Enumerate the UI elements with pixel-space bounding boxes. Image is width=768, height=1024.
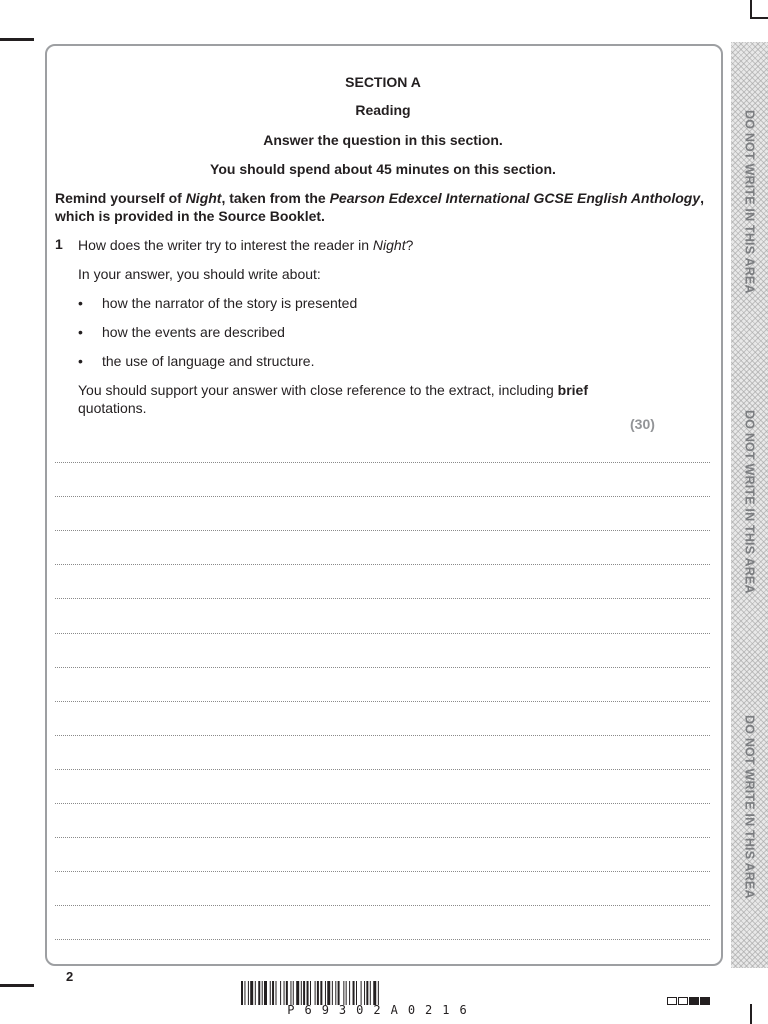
answer-line[interactable] bbox=[55, 735, 710, 736]
answer-line[interactable] bbox=[55, 598, 710, 599]
bullet-marker: • bbox=[78, 295, 83, 311]
section-title: SECTION A bbox=[345, 74, 421, 90]
answer-line[interactable] bbox=[55, 701, 710, 702]
remind-paragraph bbox=[55, 189, 715, 225]
support-emphasis: brief bbox=[557, 382, 588, 398]
support-text: You should support your answer with close reference to the extract, including bbox=[78, 382, 558, 398]
bullet-item: the use of language and structure. bbox=[102, 353, 315, 369]
answer-line[interactable] bbox=[55, 530, 710, 531]
print-squares bbox=[667, 997, 710, 1005]
question-stem-text: How does the writer try to interest the reader in bbox=[78, 237, 373, 253]
remind-text-line2: which is provided in the Source Booklet. bbox=[55, 208, 325, 224]
answer-line[interactable] bbox=[55, 564, 710, 565]
question-intro: In your answer, you should write about: bbox=[78, 266, 321, 282]
answer-line[interactable] bbox=[55, 633, 710, 634]
time-instruction: You should spend about 45 minutes on this section. bbox=[210, 161, 556, 177]
crop-mark-top-right-h bbox=[750, 17, 768, 19]
print-square bbox=[700, 997, 710, 1005]
answer-line[interactable] bbox=[55, 462, 710, 463]
bullet-marker: • bbox=[78, 353, 83, 369]
remind-text: Remind yourself of bbox=[55, 190, 186, 206]
marks-available: (30) bbox=[630, 416, 655, 432]
answer-line[interactable] bbox=[55, 837, 710, 838]
crop-mark-bottom-right bbox=[750, 1004, 752, 1024]
answer-line[interactable] bbox=[55, 667, 710, 668]
crop-mark-bottom-left bbox=[0, 984, 34, 987]
bullet-marker: • bbox=[78, 324, 83, 340]
question-number: 1 bbox=[55, 236, 63, 252]
answer-line[interactable] bbox=[55, 939, 710, 940]
text-title: Night bbox=[185, 190, 222, 206]
print-square bbox=[678, 997, 688, 1005]
print-square bbox=[667, 997, 677, 1005]
answer-line[interactable] bbox=[55, 803, 710, 804]
margin-warning-middle: DO NOT WRITE IN THIS AREA bbox=[742, 410, 757, 594]
page-number: 2 bbox=[66, 969, 74, 984]
remind-text-3: , bbox=[700, 190, 705, 206]
question-stem-end: ? bbox=[405, 237, 414, 253]
print-square bbox=[689, 997, 699, 1005]
answer-line[interactable] bbox=[55, 871, 710, 872]
question-stem bbox=[78, 236, 413, 254]
section-instruction: Answer the question in this section. bbox=[263, 132, 503, 148]
crop-mark-top-left bbox=[0, 38, 34, 41]
section-subject: Reading bbox=[355, 102, 411, 118]
answer-line[interactable] bbox=[55, 496, 710, 497]
margin-warning-top: DO NOT WRITE IN THIS AREA bbox=[742, 110, 757, 294]
support-text-end: quotations. bbox=[78, 400, 147, 416]
remind-text-2: , taken from the bbox=[221, 190, 330, 206]
anthology-title: Pearson Edexcel International GCSE English Anthology bbox=[329, 190, 701, 206]
question-stem-title: Night bbox=[372, 237, 406, 253]
answer-panel bbox=[45, 44, 723, 966]
answer-line[interactable] bbox=[55, 769, 710, 770]
margin-warning-bottom: DO NOT WRITE IN THIS AREA bbox=[742, 715, 757, 899]
support-instruction bbox=[78, 381, 698, 417]
barcode bbox=[241, 981, 523, 1005]
answer-line[interactable] bbox=[55, 905, 710, 906]
barcode-number: P69302A0216 bbox=[287, 1003, 477, 1017]
bullet-item: how the narrator of the story is presented bbox=[102, 295, 358, 311]
bullet-item: how the events are described bbox=[102, 324, 285, 340]
do-not-write-margin bbox=[731, 42, 768, 968]
